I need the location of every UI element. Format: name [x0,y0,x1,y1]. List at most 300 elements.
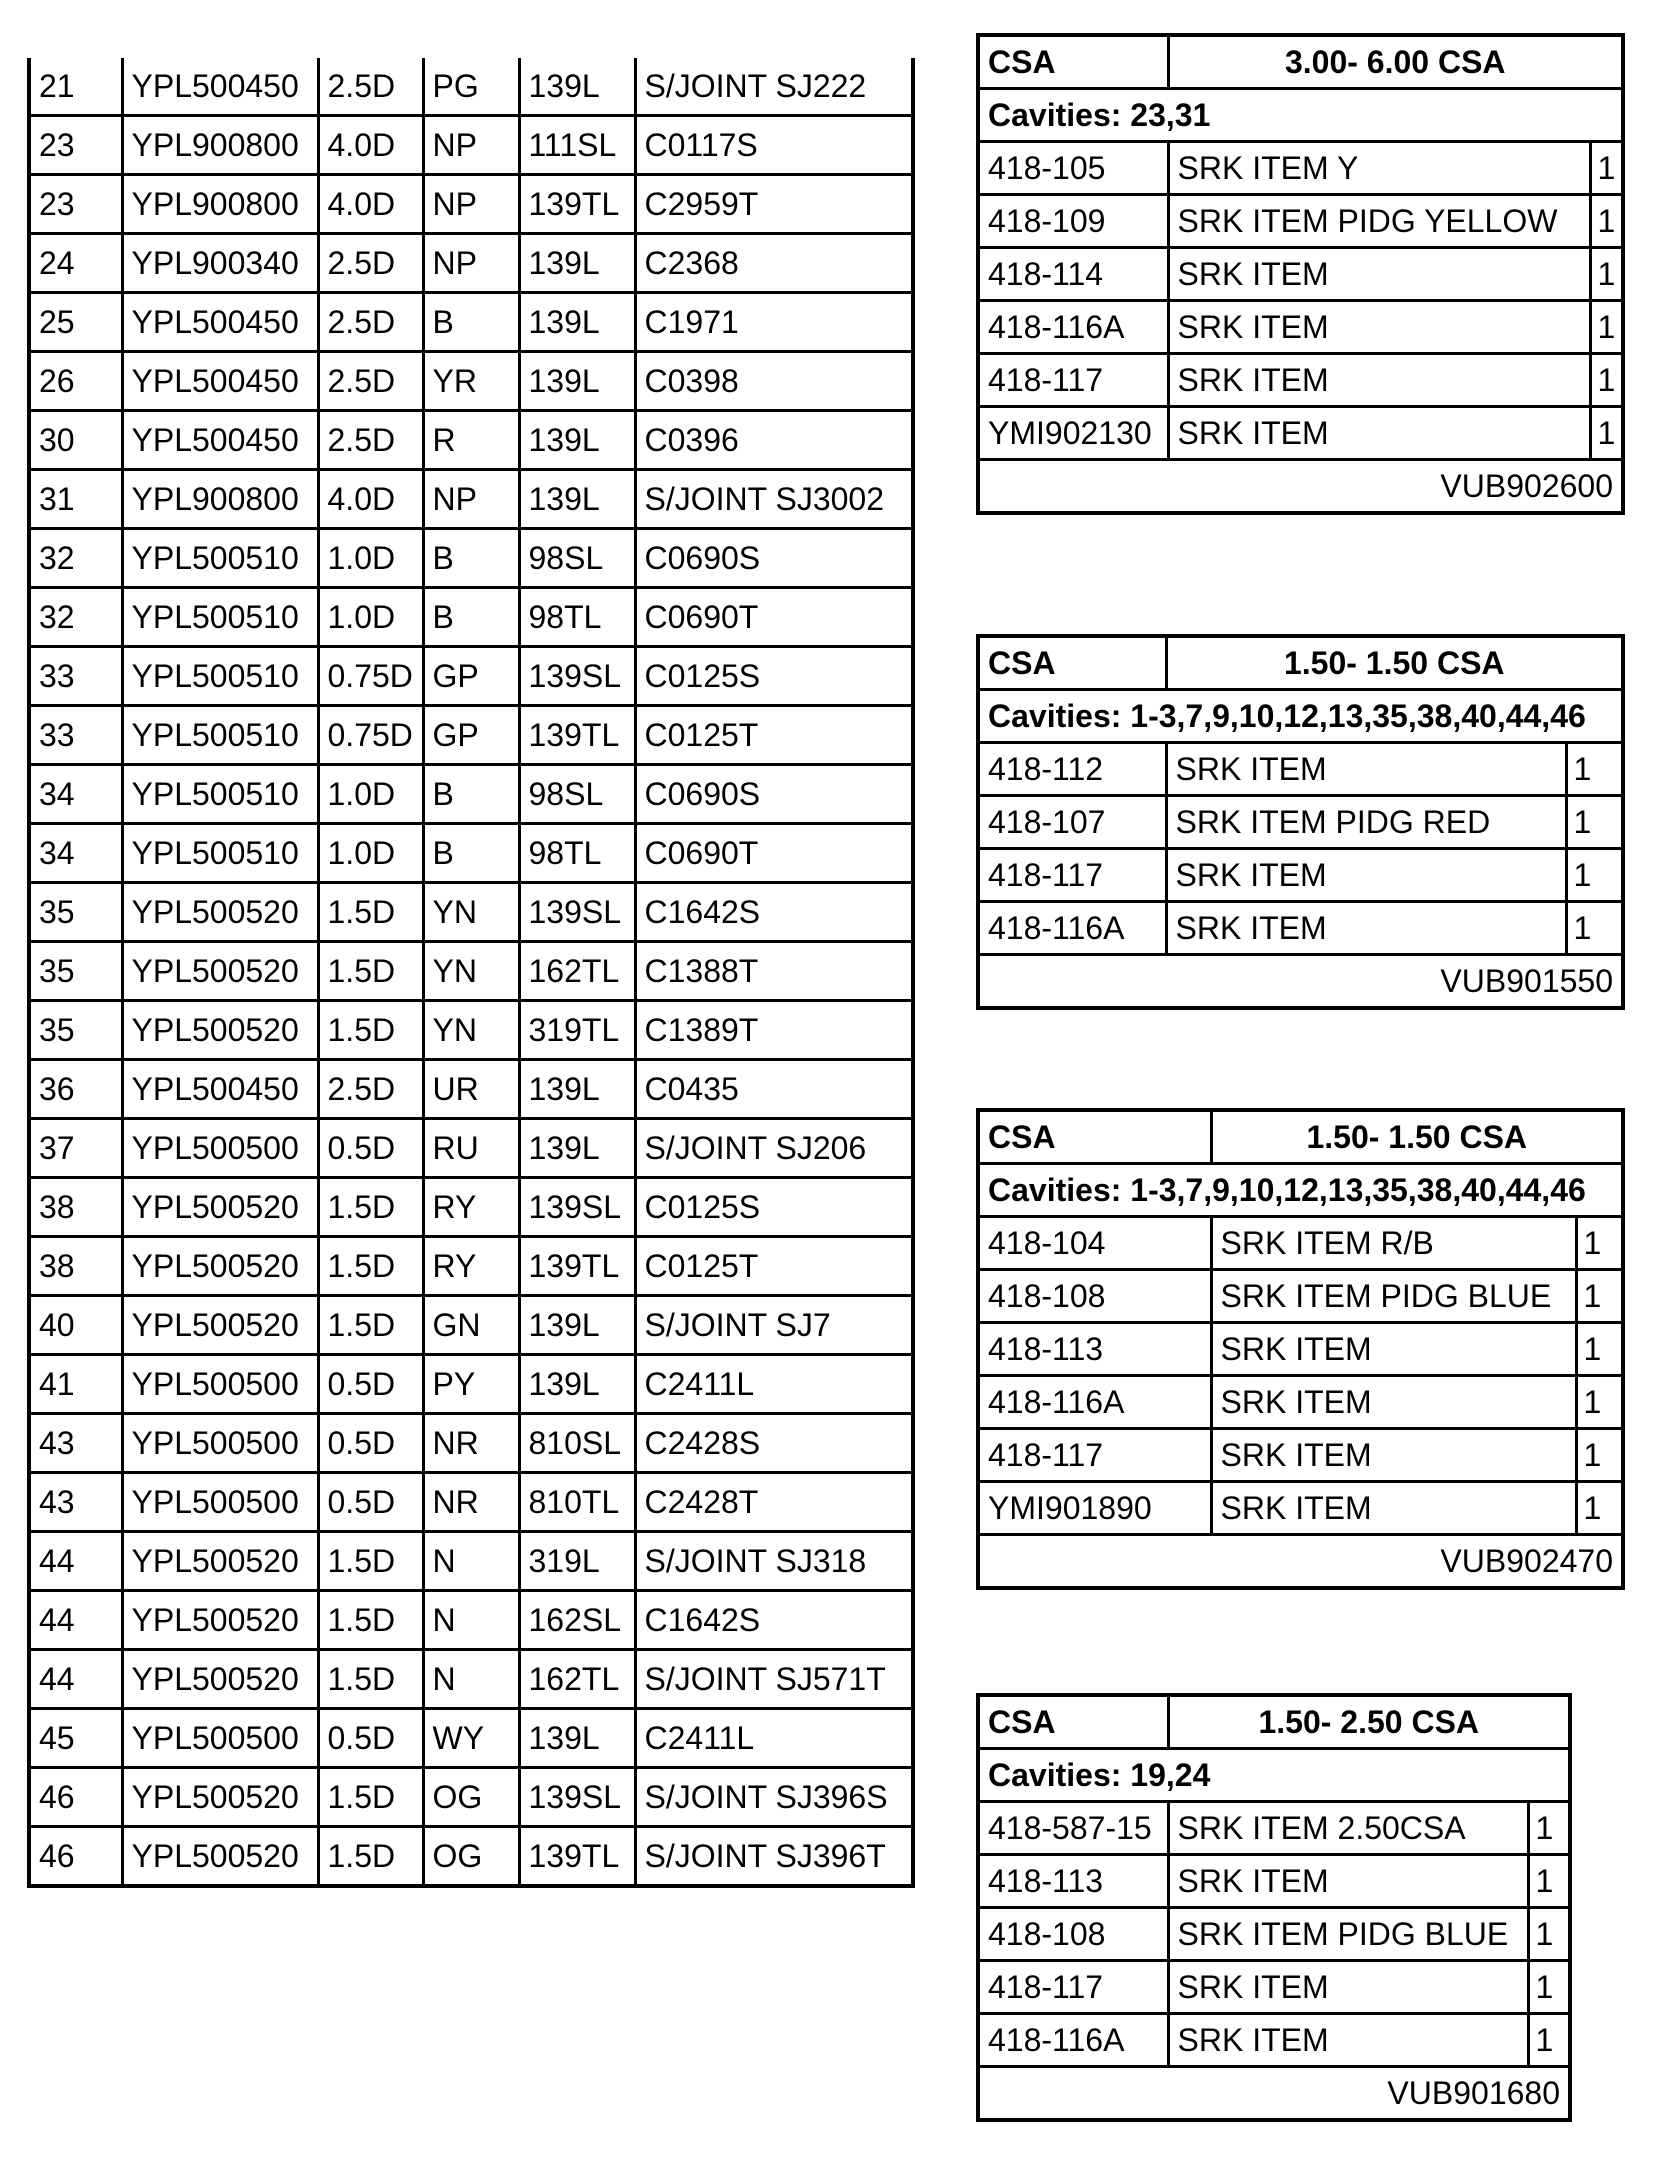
kit-item-desc: SRK ITEM [1211,1323,1576,1376]
wire-row [29,411,913,470]
kit-item-row [978,301,1623,354]
length-cell: 98SL [519,765,635,824]
colour-cell: RY [423,1237,519,1296]
connection-cell: C0398 [635,352,913,411]
kit-cavities-row [978,1164,1623,1217]
connection-cell: S/JOINT SJ3002 [635,470,913,529]
size-cell: 1.0D [318,824,423,883]
kit-item-desc: SRK ITEM [1211,1429,1576,1482]
kit-items [978,1217,1623,1535]
cavity-cell: 34 [29,824,122,883]
wire-row [29,1768,913,1827]
kit-item-desc: SRK ITEM [1168,407,1590,460]
kit-item-row [978,1961,1570,2014]
connection-cell: C0125T [635,1237,913,1296]
kit-item-qty: 1 [1528,1855,1570,1908]
connection-cell: S/JOINT SJ318 [635,1532,913,1591]
connection-cell: S/JOINT SJ396S [635,1768,913,1827]
connection-cell: C1388T [635,942,913,1001]
kit-item-qty: 1 [1590,248,1623,301]
kit-item-code: 418-116A [978,2014,1168,2067]
size-cell: 2.5D [318,58,423,116]
kit-item-code: 418-104 [978,1217,1211,1270]
part-number-cell: YPL900800 [122,470,318,529]
length-cell: 162TL [519,942,635,1001]
kit-code-row [978,460,1623,514]
connection-cell: S/JOINT SJ206 [635,1119,913,1178]
kit-item-code: 418-117 [978,354,1168,407]
length-cell: 139L [519,1709,635,1768]
length-cell: 111SL [519,116,635,175]
connection-cell: S/JOINT SJ571T [635,1650,913,1709]
cavity-cell: 35 [29,942,122,1001]
cavity-cell: 32 [29,588,122,647]
size-cell: 0.5D [318,1414,423,1473]
part-number-cell: YPL500450 [122,58,318,116]
colour-cell: YN [423,883,519,942]
length-cell: 139TL [519,1827,635,1887]
size-cell: 1.5D [318,1237,423,1296]
part-number-cell: YPL500510 [122,529,318,588]
colour-cell: PY [423,1355,519,1414]
connection-cell: S/JOINT SJ396T [635,1827,913,1887]
wire-table [27,58,915,1888]
kit-items [978,743,1623,955]
part-number-cell: YPL500500 [122,1473,318,1532]
kit-item-qty: 1 [1576,1270,1623,1323]
connection-cell: C0690S [635,765,913,824]
cavity-cell: 30 [29,411,122,470]
kit-code-row [978,2067,1570,2121]
kit-item-code: 418-117 [978,849,1166,902]
connection-cell: C0396 [635,411,913,470]
size-cell: 4.0D [318,116,423,175]
length-cell: 162TL [519,1650,635,1709]
length-cell: 139L [519,293,635,352]
cavity-cell: 44 [29,1650,122,1709]
kit-item-row [978,1323,1623,1376]
kit-item-qty: 1 [1528,1802,1570,1855]
size-cell: 2.5D [318,234,423,293]
kit-item-qty: 1 [1528,1961,1570,2014]
cavity-cell: 43 [29,1414,122,1473]
size-cell: 1.5D [318,1001,423,1060]
kit-part-code: VUB902600 [978,460,1623,514]
size-cell: 4.0D [318,470,423,529]
kit-item-row [978,902,1623,955]
cavity-cell: 23 [29,175,122,234]
kit-item-row [978,1429,1623,1482]
cavity-cell: 45 [29,1709,122,1768]
kit-item-row [978,1376,1623,1429]
colour-cell: R [423,411,519,470]
length-cell: 139SL [519,883,635,942]
cavity-cell: 46 [29,1827,122,1887]
csa-kit-box [976,33,1625,515]
part-number-cell: YPL500520 [122,942,318,1001]
kit-item-desc: SRK ITEM [1168,248,1590,301]
kit-item-desc: SRK ITEM [1211,1482,1576,1535]
kit-item-code: 418-113 [978,1855,1168,1908]
size-cell: 1.5D [318,1178,423,1237]
wire-row [29,1650,913,1709]
part-number-cell: YPL500520 [122,1178,318,1237]
kit-item-qty: 1 [1566,743,1623,796]
part-number-cell: YPL500520 [122,1827,318,1887]
part-number-cell: YPL500510 [122,765,318,824]
connection-cell: C2428T [635,1473,913,1532]
size-cell: 0.75D [318,647,423,706]
kit-csa-label: CSA [978,35,1168,89]
part-number-cell: YPL500520 [122,1591,318,1650]
kit-csa-label: CSA [978,1695,1168,1749]
part-number-cell: YPL500520 [122,1768,318,1827]
kit-csa-label: CSA [978,1110,1211,1164]
part-number-cell: YPL500520 [122,1296,318,1355]
cavity-cell: 33 [29,647,122,706]
connection-cell: C0125S [635,647,913,706]
kit-item-row [978,2014,1570,2067]
wire-row [29,1178,913,1237]
kit-item-code: 418-116A [978,902,1166,955]
colour-cell: NP [423,175,519,234]
kit-part-code: VUB901550 [978,955,1623,1009]
length-cell: 139L [519,1296,635,1355]
kit-item-desc: SRK ITEM [1166,902,1566,955]
kit-item-desc: SRK ITEM [1168,354,1590,407]
size-cell: 1.0D [318,588,423,647]
kit-item-desc: SRK ITEM [1166,743,1566,796]
length-cell: 139SL [519,647,635,706]
part-number-cell: YPL500450 [122,1060,318,1119]
size-cell: 1.0D [318,529,423,588]
wire-row [29,352,913,411]
length-cell: 139L [519,1119,635,1178]
part-number-cell: YPL500520 [122,1237,318,1296]
wire-row [29,1827,913,1887]
kit-item-qty: 1 [1590,407,1623,460]
length-cell: 810SL [519,1414,635,1473]
size-cell: 1.5D [318,1296,423,1355]
kit-item-qty: 1 [1576,1482,1623,1535]
cavity-cell: 44 [29,1591,122,1650]
length-cell: 139SL [519,1768,635,1827]
size-cell: 4.0D [318,175,423,234]
kit-item-row [978,1908,1570,1961]
kit-item-row [978,1855,1570,1908]
length-cell: 139L [519,1060,635,1119]
kit-item-code: 418-108 [978,1270,1211,1323]
kit-item-qty: 1 [1566,849,1623,902]
wire-table-body [29,58,913,1886]
kit-items [978,142,1623,460]
colour-cell: N [423,1532,519,1591]
part-number-cell: YPL500450 [122,293,318,352]
connection-cell: C0690S [635,529,913,588]
kit-header-row [978,35,1623,89]
kit-item-row [978,407,1623,460]
connection-cell: C2411L [635,1355,913,1414]
cavity-cell: 31 [29,470,122,529]
kit-part-code: VUB901680 [978,2067,1570,2121]
size-cell: 2.5D [318,411,423,470]
cavity-cell: 24 [29,234,122,293]
kit-cavities-row [978,690,1623,743]
kit-item-code: 418-107 [978,796,1166,849]
kit-part-code: VUB902470 [978,1535,1623,1589]
cavity-cell: 43 [29,1473,122,1532]
kit-item-desc: SRK ITEM R/B [1211,1217,1576,1270]
length-cell: 139TL [519,1237,635,1296]
kit-cavities: Cavities: 19,24 [978,1749,1570,1802]
kit-item-desc: SRK ITEM PIDG BLUE [1211,1270,1576,1323]
cavity-cell: 41 [29,1355,122,1414]
wire-row [29,175,913,234]
kit-cavities: Cavities: 1-3,7,9,10,12,13,35,38,40,44,46 [978,1164,1623,1217]
kit-item-code: 418-105 [978,142,1168,195]
wire-row [29,1119,913,1178]
kit-item-qty: 1 [1576,1217,1623,1270]
wire-row [29,234,913,293]
colour-cell: YN [423,1001,519,1060]
wire-row [29,1532,913,1591]
kit-header-row [978,1695,1570,1749]
size-cell: 0.5D [318,1355,423,1414]
colour-cell: GP [423,647,519,706]
colour-cell: RY [423,1178,519,1237]
kit-header-row [978,1110,1623,1164]
kit-item-row [978,796,1623,849]
kit-item-desc: SRK ITEM Y [1168,142,1590,195]
size-cell: 2.5D [318,1060,423,1119]
length-cell: 319TL [519,1001,635,1060]
cavity-cell: 37 [29,1119,122,1178]
cavity-cell: 21 [29,58,122,116]
kit-item-qty: 1 [1590,195,1623,248]
cavity-cell: 26 [29,352,122,411]
length-cell: 810TL [519,1473,635,1532]
kit-item-code: 418-108 [978,1908,1168,1961]
kit-item-qty: 1 [1576,1429,1623,1482]
length-cell: 139L [519,411,635,470]
kit-item-row [978,354,1623,407]
part-number-cell: YPL500510 [122,647,318,706]
kit-item-desc: SRK ITEM [1168,301,1590,354]
length-cell: 139TL [519,706,635,765]
kit-item-desc: SRK ITEM PIDG YELLOW [1168,195,1590,248]
colour-cell: OG [423,1768,519,1827]
kit-item-code: 418-112 [978,743,1166,796]
wire-row [29,706,913,765]
kit-item-code: 418-113 [978,1323,1211,1376]
cavity-cell: 40 [29,1296,122,1355]
kit-item-qty: 1 [1590,142,1623,195]
kit-csa-range: 1.50- 2.50 CSA [1168,1695,1570,1749]
kit-item-desc: SRK ITEM [1166,849,1566,902]
kit-item-row [978,1482,1623,1535]
kit-csa-range: 3.00- 6.00 CSA [1168,35,1623,89]
part-number-cell: YPL900800 [122,116,318,175]
part-number-cell: YPL500520 [122,883,318,942]
size-cell: 1.5D [318,883,423,942]
kit-item-row [978,1217,1623,1270]
wire-row [29,1473,913,1532]
kit-item-code: 418-114 [978,248,1168,301]
colour-cell: NP [423,116,519,175]
connection-cell: C0125S [635,1178,913,1237]
kit-item-code: YMI901890 [978,1482,1211,1535]
length-cell: 139TL [519,175,635,234]
kit-item-row [978,142,1623,195]
colour-cell: WY [423,1709,519,1768]
size-cell: 0.75D [318,706,423,765]
kit-item-code: 418-116A [978,301,1168,354]
kit-item-qty: 1 [1528,1908,1570,1961]
colour-cell: B [423,824,519,883]
part-number-cell: YPL500500 [122,1119,318,1178]
kit-item-code: 418-116A [978,1376,1211,1429]
cavity-cell: 46 [29,1768,122,1827]
colour-cell: B [423,588,519,647]
size-cell: 1.5D [318,942,423,1001]
cavity-cell: 32 [29,529,122,588]
kit-item-row [978,248,1623,301]
cavity-cell: 33 [29,706,122,765]
cavity-cell: 36 [29,1060,122,1119]
part-number-cell: YPL500510 [122,588,318,647]
connection-cell: C0125T [635,706,913,765]
connection-cell: C1389T [635,1001,913,1060]
part-number-cell: YPL500500 [122,1709,318,1768]
cavity-cell: 25 [29,293,122,352]
colour-cell: NR [423,1473,519,1532]
wire-row [29,1355,913,1414]
colour-cell: YR [423,352,519,411]
kit-cavities-row [978,1749,1570,1802]
kit-code-row [978,955,1623,1009]
colour-cell: N [423,1591,519,1650]
kit-item-desc: SRK ITEM 2.50CSA [1168,1802,1528,1855]
kit-header-row [978,636,1623,690]
kit-item-code: 418-117 [978,1429,1211,1482]
size-cell: 1.5D [318,1650,423,1709]
colour-cell: OG [423,1827,519,1887]
connection-cell: C0435 [635,1060,913,1119]
kit-item-qty: 1 [1566,796,1623,849]
kit-item-desc: SRK ITEM [1211,1376,1576,1429]
part-number-cell: YPL500520 [122,1532,318,1591]
connection-cell: C1971 [635,293,913,352]
colour-cell: YN [423,942,519,1001]
kit-cavities: Cavities: 1-3,7,9,10,12,13,35,38,40,44,46 [978,690,1623,743]
colour-cell: N [423,1650,519,1709]
part-number-cell: YPL900800 [122,175,318,234]
csa-kit-box [976,1108,1625,1590]
connection-cell: C0117S [635,116,913,175]
kit-item-code: 418-587-15 [978,1802,1168,1855]
colour-cell: NP [423,234,519,293]
part-number-cell: YPL500500 [122,1414,318,1473]
size-cell: 0.5D [318,1709,423,1768]
length-cell: 139L [519,470,635,529]
size-cell: 1.5D [318,1827,423,1887]
colour-cell: UR [423,1060,519,1119]
part-number-cell: YPL500500 [122,1355,318,1414]
kit-csa-range: 1.50- 1.50 CSA [1211,1110,1623,1164]
connection-cell: C1642S [635,1591,913,1650]
part-number-cell: YPL500450 [122,411,318,470]
kit-item-row [978,1802,1570,1855]
size-cell: 0.5D [318,1473,423,1532]
colour-cell: B [423,765,519,824]
cavity-cell: 34 [29,765,122,824]
kit-item-desc: SRK ITEM [1168,2014,1528,2067]
wire-row [29,1591,913,1650]
colour-cell: RU [423,1119,519,1178]
cavity-cell: 44 [29,1532,122,1591]
wire-row [29,293,913,352]
colour-cell: B [423,293,519,352]
csa-kit-box [976,634,1625,1010]
kit-item-desc: SRK ITEM PIDG BLUE [1168,1908,1528,1961]
size-cell: 1.5D [318,1532,423,1591]
colour-cell: NP [423,470,519,529]
kit-item-qty: 1 [1590,354,1623,407]
kit-item-qty: 1 [1576,1323,1623,1376]
length-cell: 98TL [519,588,635,647]
length-cell: 162SL [519,1591,635,1650]
connection-cell: S/JOINT SJ222 [635,58,913,116]
kit-item-qty: 1 [1576,1376,1623,1429]
wire-row [29,1060,913,1119]
connection-cell: S/JOINT SJ7 [635,1296,913,1355]
colour-cell: GP [423,706,519,765]
wire-row [29,1001,913,1060]
connection-cell: C2411L [635,1709,913,1768]
kit-csa-range: 1.50- 1.50 CSA [1166,636,1623,690]
wire-row [29,1296,913,1355]
size-cell: 1.5D [318,1768,423,1827]
length-cell: 139L [519,1355,635,1414]
kit-item-row [978,849,1623,902]
cavity-cell: 35 [29,883,122,942]
connection-cell: C2368 [635,234,913,293]
length-cell: 139L [519,58,635,116]
wire-row [29,942,913,1001]
kit-cavities-row [978,89,1623,142]
kit-item-desc: SRK ITEM PIDG RED [1166,796,1566,849]
connection-cell: C2959T [635,175,913,234]
wire-row [29,470,913,529]
csa-kit-box [976,1693,1572,2122]
wire-row [29,1414,913,1473]
kit-csa-label: CSA [978,636,1166,690]
connection-cell: C0690T [635,824,913,883]
kit-item-qty: 1 [1528,2014,1570,2067]
wire-row [29,1237,913,1296]
colour-cell: B [423,529,519,588]
kit-code-row [978,1535,1623,1589]
part-number-cell: YPL500520 [122,1650,318,1709]
size-cell: 1.5D [318,1591,423,1650]
wire-row [29,58,913,116]
part-number-cell: YPL900340 [122,234,318,293]
connection-cell: C0690T [635,588,913,647]
length-cell: 98TL [519,824,635,883]
colour-cell: GN [423,1296,519,1355]
cavity-cell: 38 [29,1237,122,1296]
length-cell: 139SL [519,1178,635,1237]
